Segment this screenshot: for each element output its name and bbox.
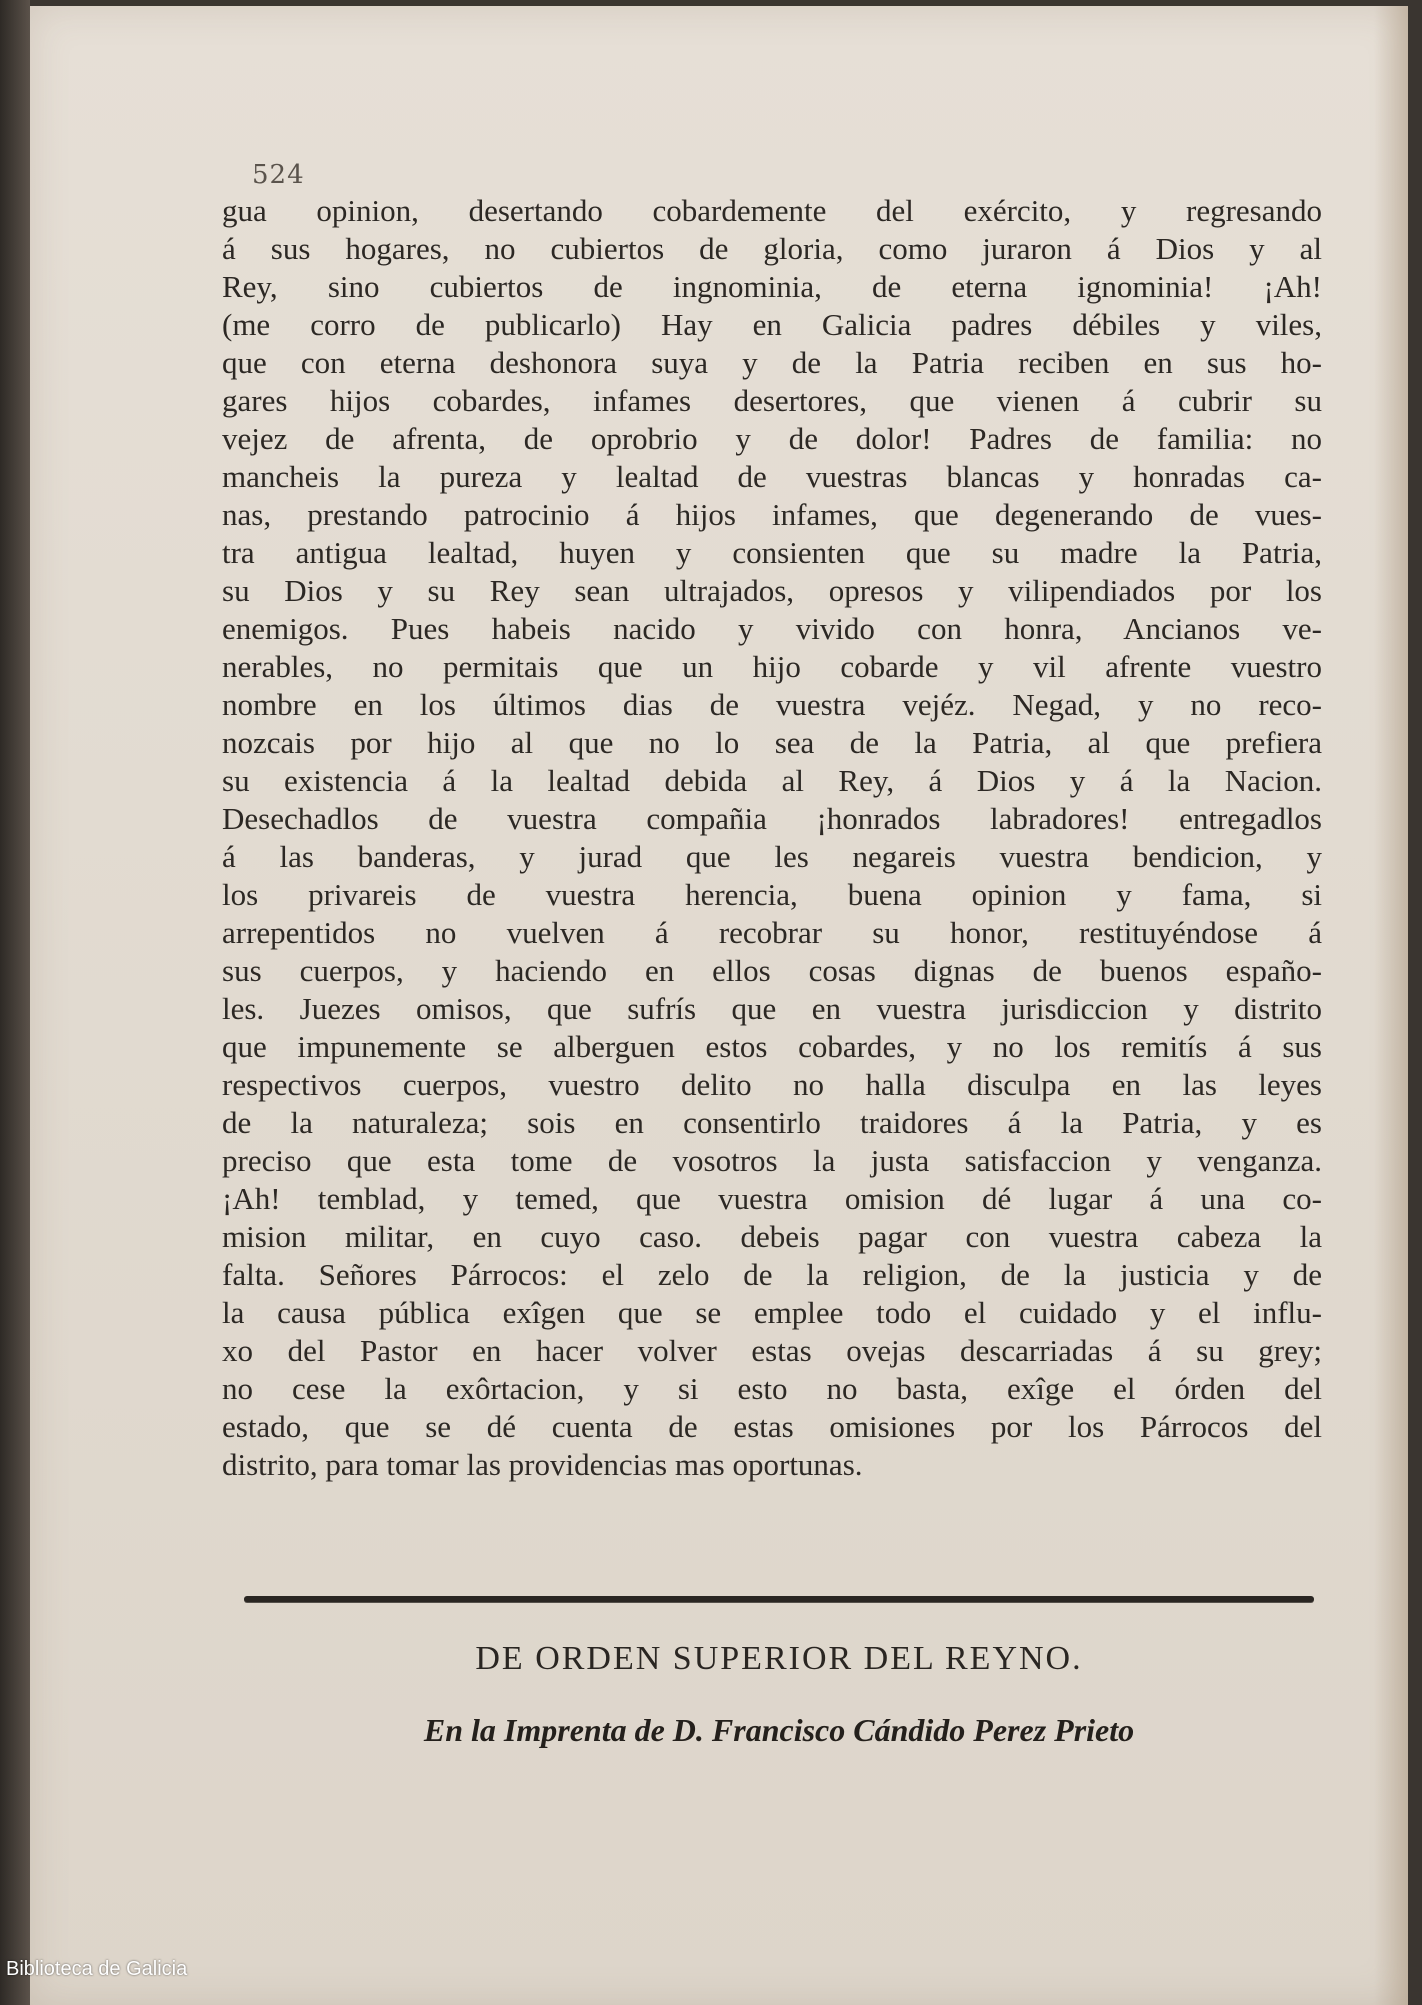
text-line: que impunemente se alberguen estos cobardes, y no los remitís á sus — [222, 1029, 1322, 1064]
text-line: nozcais por hijo al que no lo sea de la Patria, al que prefiera — [222, 725, 1322, 760]
text-line: estado, que se dé cuenta de estas omisiones por los Párrocos del — [222, 1409, 1322, 1444]
text-line: mancheis la pureza y lealtad de vuestras blancas y honradas ca- — [222, 459, 1322, 494]
footer-title: DE ORDEN SUPERIOR DEL REYNO. — [475, 1640, 1083, 1677]
text-line: de la naturaleza; sois en consentirlo traidores á la Patria, y es — [222, 1105, 1322, 1140]
printer-imprint: En la Imprenta de D. Francisco Cándido Perez Prieto — [423, 1712, 1135, 1748]
text-line: su Dios y su Rey sean ultrajados, opresos y vilipendiados por los — [222, 573, 1322, 608]
text-line: su existencia á la lealtad debida al Rey, á Dios y á la Nacion. — [222, 763, 1322, 798]
text-line: les. Juezes omisos, que sufrís que en vuestra jurisdiccion y distrito — [222, 991, 1322, 1026]
text-line: enemigos. Pues habeis nacido y vivido con honra, Ancianos ve- — [222, 611, 1322, 646]
text-line: nerables, no permitais que un hijo cobarde y vil afrente vuestro — [222, 649, 1322, 684]
text-line: nas, prestando patrocinio á hijos infames, que degenerando de vues- — [222, 497, 1322, 532]
text-line: la causa pública exîgen que se emplee todo el cuidado y el influ- — [222, 1295, 1322, 1330]
text-line: arrepentidos no vuelven á recobrar su honor, restituyéndose á — [222, 915, 1322, 950]
text-line: distrito, para tomar las providencias mas oportunas. — [222, 1447, 863, 1482]
text-line: respectivos cuerpos, vuestro delito no halla disculpa en las leyes — [222, 1067, 1322, 1102]
book-spine — [0, 0, 30, 2005]
body-text — [222, 192, 1322, 1484]
text-line: vejez de afrenta, de oprobrio y de dolor! Padres de familia: no — [222, 421, 1322, 456]
text-line: Rey, sino cubiertos de ingnominia, de eterna ignominia! ¡Ah! — [222, 269, 1322, 304]
text-line: xo del Pastor en hacer volver estas ovejas descarriadas á su grey; — [222, 1333, 1322, 1368]
text-line: (me corro de publicarlo) Hay en Galicia padres débiles y viles, — [222, 307, 1322, 342]
text-line: nombre en los últimos dias de vuestra vejéz. Negad, y no reco- — [222, 687, 1322, 722]
text-line: preciso que esta tome de vosotros la justa satisfaccion y venganza. — [222, 1143, 1322, 1178]
text-line: Desechadlos de vuestra compañia ¡honrados labradores! entregadlos — [222, 801, 1322, 836]
page-edge-shadow — [1374, 6, 1408, 2005]
text-line: á sus hogares, no cubiertos de gloria, como juraron á Dios y al — [222, 231, 1322, 266]
text-line: gares hijos cobardes, infames desertores, que vienen á cubrir su — [222, 383, 1322, 418]
library-watermark: Biblioteca de Galicia — [6, 1958, 188, 1980]
text-line: gua opinion, desertando cobardemente del exército, y regresando — [222, 193, 1322, 228]
text-line: ¡Ah! temblad, y temed, que vuestra omision dé lugar á una co- — [222, 1181, 1322, 1216]
text-line: los privareis de vuestra herencia, buena opinion y fama, si — [222, 877, 1322, 912]
text-line: falta. Señores Párrocos: el zelo de la religion, de la justicia y de — [222, 1257, 1322, 1292]
text-line: no cese la exôrtacion, y si esto no basta, exîge el órden del — [222, 1371, 1322, 1406]
text-line: mision militar, en cuyo caso. debeis pagar con vuestra cabeza la — [222, 1219, 1322, 1254]
page-number: 524 — [252, 160, 305, 190]
text-line: tra antigua lealtad, huyen y consienten que su madre la Patria, — [222, 535, 1322, 570]
text-line: que con eterna deshonora suya y de la Patria reciben en sus ho- — [222, 345, 1322, 380]
text-line: sus cuerpos, y haciendo en ellos cosas dignas de buenos españo- — [222, 953, 1322, 988]
ornamental-rule — [244, 1596, 1314, 1602]
text-line: á las banderas, y jurad que les negareis vuestra bendicion, y — [222, 839, 1322, 874]
